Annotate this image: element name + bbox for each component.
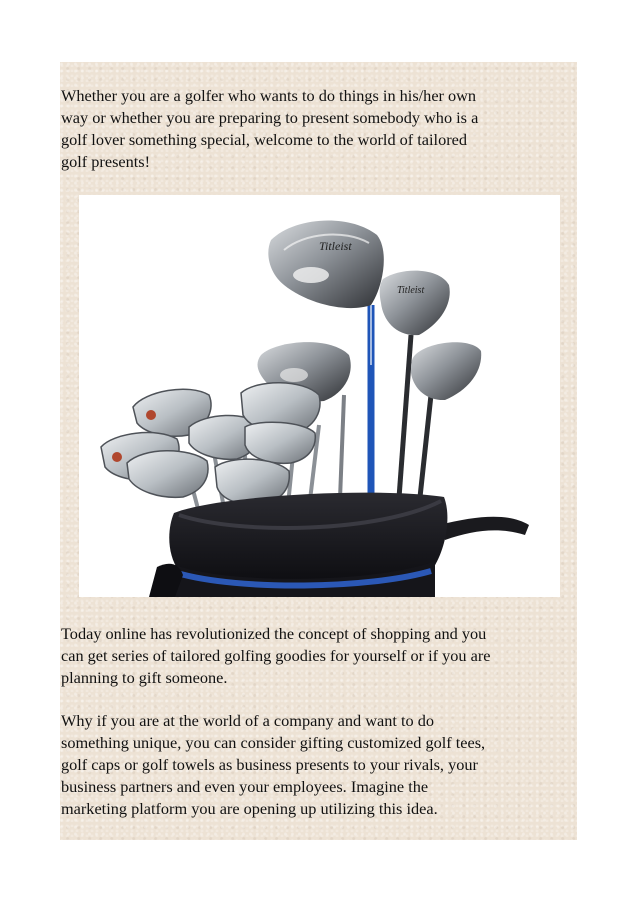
svg-text:Titleist: Titleist (397, 285, 425, 296)
business-gifts-paragraph: Why if you are at the world of a company and want to do something unique, you can consider gifting customized golf tees, golf caps or golf towels as business presents to your rivals, your business partners and even your employees. Imagine the marketing platform you are opening up utilizing this idea. (61, 711, 486, 818)
intro-paragraph: Whether you are a golfer who wants to do things in his/her own way or whether you are preparing to present somebody who is a golf lover something special, welcome to the world of tailored golf presents! (61, 86, 479, 171)
golf-clubs-photo (79, 195, 560, 597)
svg-text:Titleist: Titleist (319, 239, 352, 253)
online-shopping-paragraph: Today online has revolutionized the concept of shopping and you can get series of tailored golfing goodies for yourself or if you are planning to gift someone. (61, 624, 491, 687)
